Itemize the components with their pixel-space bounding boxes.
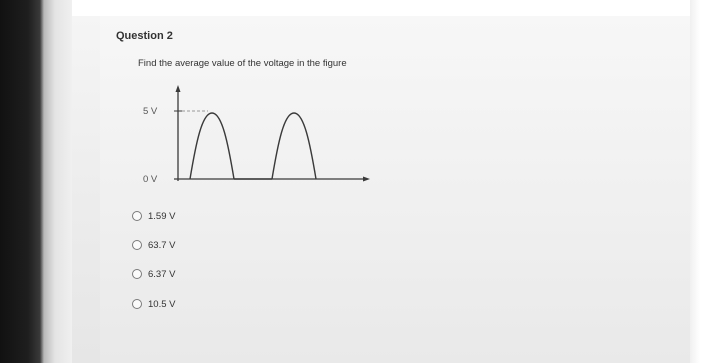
radio-button[interactable] [132, 211, 142, 221]
radio-button[interactable] [132, 269, 142, 279]
answer-option-label[interactable]: 6.37 V [148, 268, 176, 280]
answer-option-label[interactable]: 1.59 V [148, 210, 176, 222]
voltage-label-5v: 5 V [143, 106, 158, 117]
voltage-label-0v: 0 V [143, 174, 158, 185]
radio-button[interactable] [132, 240, 142, 250]
answer-option-label[interactable]: 63.7 V [148, 239, 176, 251]
waveform-pulse-2 [272, 113, 316, 179]
radio-button[interactable] [132, 299, 142, 309]
right-bezel [690, 0, 720, 363]
answer-option-2[interactable] [132, 238, 175, 252]
answer-option-3[interactable] [132, 267, 175, 281]
question-title: Question 2 [116, 30, 173, 42]
answer-option-label[interactable]: 10.5 V [148, 298, 176, 310]
x-axis-arrow [363, 177, 370, 182]
voltage-waveform-figure [130, 85, 380, 195]
top-bar [72, 0, 692, 16]
left-bezel [0, 0, 72, 363]
waveform-pulse-1 [190, 113, 234, 179]
answer-option-4[interactable] [132, 297, 175, 311]
y-axis-arrow [176, 85, 181, 92]
question-text: Find the average value of the voltage in the figure [138, 58, 347, 69]
answer-option-1[interactable] [132, 209, 175, 223]
